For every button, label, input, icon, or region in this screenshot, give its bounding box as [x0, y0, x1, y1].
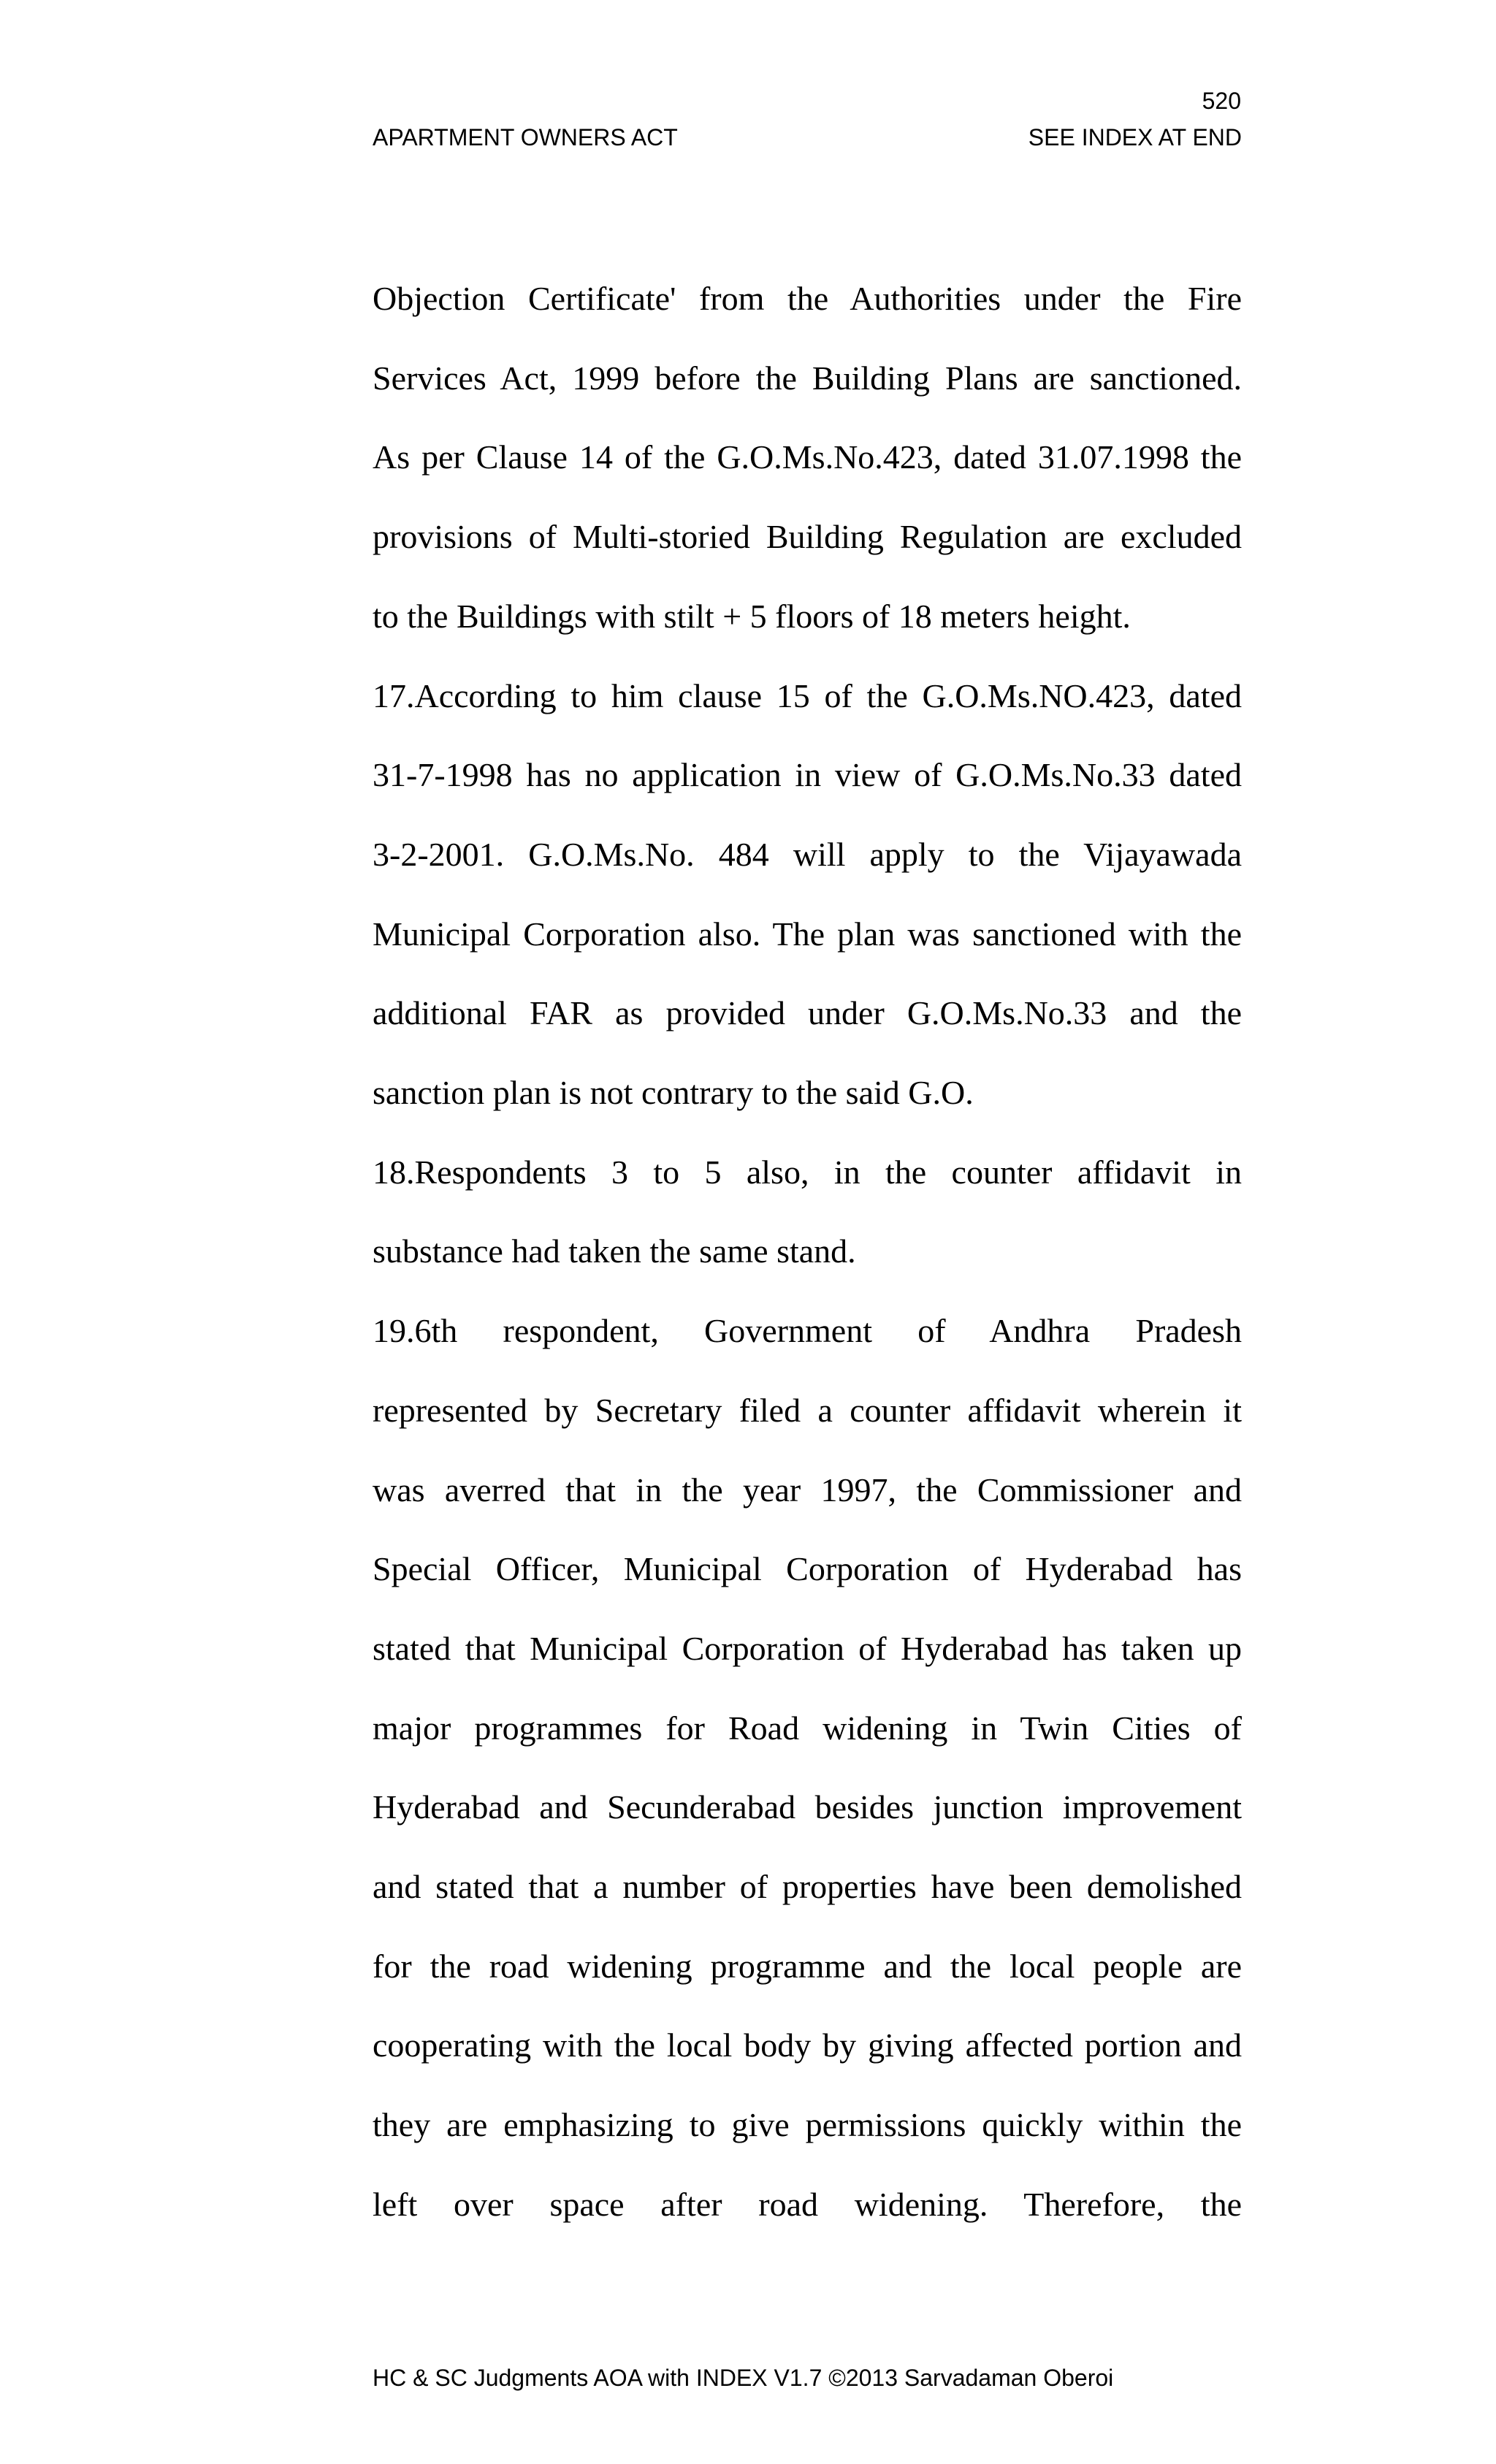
text-line: Municipal Corporation also. The plan was sanctioned with the: [373, 915, 1242, 953]
text-line: Services Act, 1999 before the Building Plans are sanctioned.: [373, 359, 1242, 397]
page-number: 520: [1202, 88, 1241, 114]
text-line: represented by Secretary filed a counter affidavit wherein it: [373, 1391, 1242, 1429]
text-line: Special Officer, Municipal Corporation of Hyderabad has: [373, 1550, 1242, 1588]
text-line: they are emphasizing to give permissions quickly within the: [373, 2106, 1242, 2144]
header-index-note: SEE INDEX AT END: [1028, 124, 1242, 150]
text-line: cooperating with the local body by giving affected portion and: [373, 2026, 1242, 2064]
footer-credit: HC & SC Judgments AOA with INDEX V1.7 ©2013 Sarvadaman Oberoi: [373, 2365, 1114, 2391]
paragraph-18-line: 18.Respondents 3 to 5 also, in the counter affidavit in: [373, 1153, 1242, 1191]
text-line: sanction plan is not contrary to the said G.O.: [373, 1074, 974, 1112]
text-line: major programmes for Road widening in Twin Cities of: [373, 1709, 1242, 1747]
text-line: and stated that a number of properties have been demolished: [373, 1868, 1242, 1906]
paragraph-19-line: 19.6th respondent, Government of Andhra Pradesh: [373, 1312, 1242, 1350]
running-header: [373, 123, 1242, 152]
text-line: Hyderabad and Secunderabad besides junction improvement: [373, 1788, 1242, 1826]
text-line: 31-7-1998 has no application in view of G.O.Ms.No.33 dated: [373, 756, 1242, 794]
text-line: provisions of Multi-storied Building Regulation are excluded: [373, 518, 1242, 556]
header-title: APARTMENT OWNERS ACT: [373, 124, 678, 150]
judgment-body-text: [373, 259, 1242, 2245]
text-line: for the road widening programme and the local people are: [373, 1947, 1242, 1985]
text-line: Objection Certificate' from the Authorities under the Fire: [373, 280, 1242, 317]
text-line: additional FAR as provided under G.O.Ms.No.33 and the: [373, 994, 1242, 1032]
text-line: 3-2-2001. G.O.Ms.No. 484 will apply to the Vijayawada: [373, 835, 1242, 873]
text-line: to the Buildings with stilt + 5 floors of 18 meters height.: [373, 597, 1131, 635]
text-line: left over space after road widening. Therefore, the: [373, 2185, 1242, 2223]
text-line: stated that Municipal Corporation of Hyderabad has taken up: [373, 1629, 1242, 1667]
text-line: substance had taken the same stand.: [373, 1232, 856, 1270]
text-line: was averred that in the year 1997, the Commissioner and: [373, 1471, 1242, 1508]
paragraph-17-line: 17.According to him clause 15 of the G.O.Ms.NO.423, dated: [373, 676, 1242, 714]
text-line: As per Clause 14 of the G.O.Ms.No.423, dated 31.07.1998 the: [373, 438, 1242, 476]
